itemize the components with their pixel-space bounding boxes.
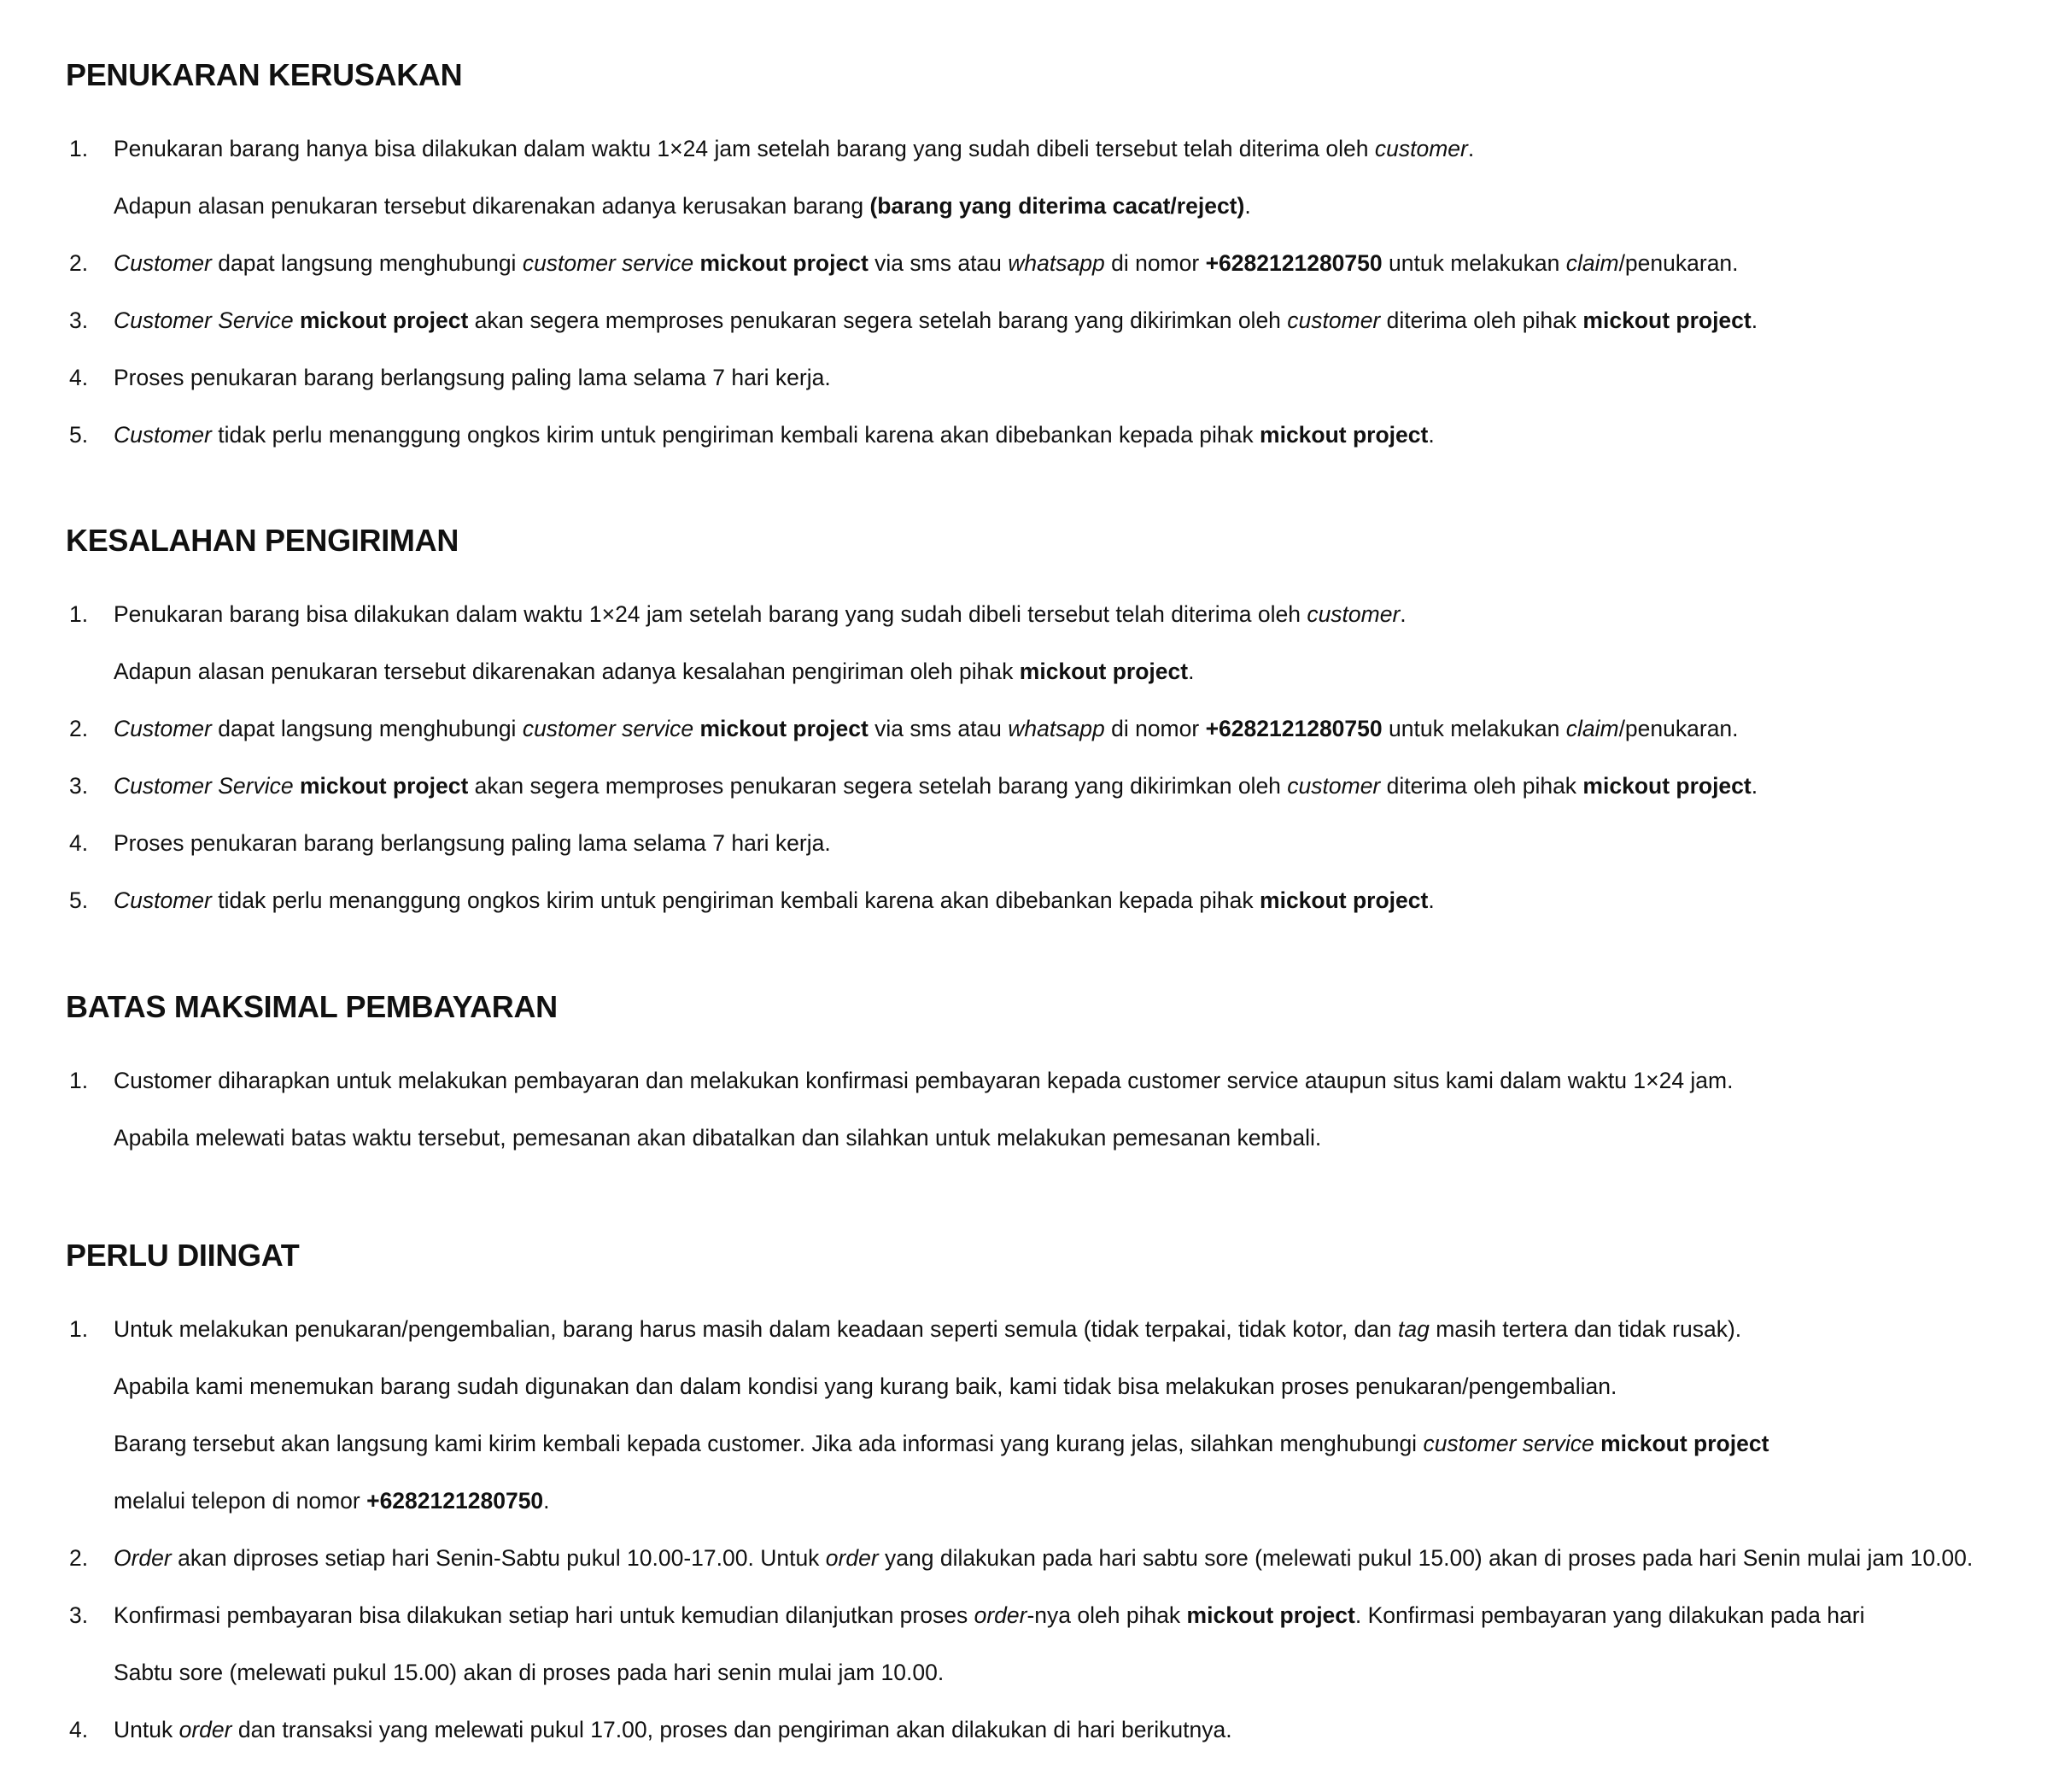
- text-run: akan diproses setiap hari Senin-Sabtu pukul 10.00-17.00. Untuk: [171, 1545, 826, 1571]
- italic-text: whatsapp: [1008, 250, 1105, 276]
- text-line: [114, 407, 2030, 464]
- text-run: diterima oleh pihak: [1380, 307, 1583, 333]
- bold-text: mickout project: [699, 716, 869, 741]
- italic-text: Customer: [114, 716, 212, 741]
- list-item: [66, 349, 2030, 407]
- list-item-text: [114, 700, 2030, 758]
- bold-text: mickout project: [299, 307, 469, 333]
- text-run: .: [1400, 601, 1407, 627]
- text-line: [114, 700, 2030, 758]
- list-item-number: 4.: [69, 365, 89, 390]
- list-item-text: [114, 292, 2030, 349]
- italic-text: claim: [1565, 716, 1619, 741]
- list-item-number: 1.: [69, 1068, 89, 1093]
- italic-text: Customer: [114, 887, 212, 913]
- text-run: tidak perlu menanggung ongkos kirim untuk pengiriman kembali karena akan dibebankan kepada pihak: [211, 422, 1260, 448]
- list-item: [66, 758, 2030, 815]
- italic-text: order: [178, 1717, 232, 1742]
- italic-text: customer: [1307, 601, 1401, 627]
- text-run: di nomor: [1104, 250, 1206, 276]
- text-run: .: [1751, 307, 1758, 333]
- text-run: . Konfirmasi pembayaran yang dilakukan pada hari: [1354, 1602, 1865, 1628]
- italic-text: Order: [114, 1545, 172, 1571]
- list-item-number: 4.: [69, 830, 89, 856]
- text-run: Sabtu sore (melewati pukul 15.00) akan di proses pada hari senin mulai jam 10.00.: [114, 1660, 945, 1685]
- list-item-text: [114, 872, 2030, 929]
- text-run: Adapun alasan penukaran tersebut dikarenakan adanya kesalahan pengiriman oleh pihak: [114, 659, 1020, 684]
- text-line: [114, 758, 2030, 815]
- text-run: Proses penukaran barang berlangsung paling lama selama 7 hari kerja.: [114, 365, 831, 390]
- bold-text: mickout project: [1019, 659, 1189, 684]
- section-kesalahan-pengiriman: [66, 524, 2030, 929]
- bold-text: mickout project: [699, 250, 869, 276]
- list-item: [66, 586, 2030, 700]
- list-item: [66, 292, 2030, 349]
- list-item-number: 2.: [69, 716, 89, 741]
- text-run: masih tertera dan tidak rusak).: [1429, 1316, 1742, 1342]
- text-line: [114, 1473, 2030, 1530]
- bold-text: mickout project: [1582, 307, 1752, 333]
- italic-text: Customer: [114, 422, 212, 448]
- list-item-number: 5.: [69, 887, 89, 913]
- text-line: [114, 120, 2030, 178]
- italic-text: Customer: [114, 250, 212, 276]
- section-title: PENUKARAN KERUSAKAN: [66, 57, 463, 92]
- italic-text: tag: [1398, 1316, 1430, 1342]
- list-item: [66, 1052, 2030, 1167]
- text-run: Untuk: [114, 1717, 179, 1742]
- list-item: [66, 872, 2030, 929]
- item-list: [66, 1301, 2030, 1759]
- text-line: [114, 1052, 2030, 1110]
- text-line: [114, 1358, 2030, 1415]
- text-run: via sms atau: [868, 250, 1009, 276]
- list-item-text: [114, 758, 2030, 815]
- list-item-number: 2.: [69, 1545, 89, 1571]
- section-title: PERLU DIINGAT: [66, 1238, 300, 1273]
- text-line: [114, 872, 2030, 929]
- text-run: melalui telepon di nomor: [114, 1488, 367, 1514]
- text-line: [114, 178, 2030, 235]
- item-list: [66, 120, 2030, 464]
- text-line: [114, 815, 2030, 872]
- section-penukaran-kerusakan: [66, 58, 2030, 464]
- bold-text: +6282121280750: [366, 1488, 544, 1514]
- text-line: [114, 1587, 2030, 1644]
- text-run: Penukaran barang hanya bisa dilakukan dalam waktu 1×24 jam setelah barang yang sudah dibeli tersebut telah diterima oleh: [114, 136, 1375, 161]
- list-item: [66, 1530, 2030, 1587]
- text-run: Proses penukaran barang berlangsung paling lama selama 7 hari kerja.: [114, 830, 831, 856]
- text-line: [114, 349, 2030, 407]
- section-title: KESALAHAN PENGIRIMAN: [66, 523, 459, 558]
- text-run: [294, 773, 300, 799]
- text-line: [114, 586, 2030, 643]
- italic-text: claim: [1565, 250, 1619, 276]
- list-item-text: [114, 120, 2030, 235]
- list-item: [66, 700, 2030, 758]
- text-run: Adapun alasan penukaran tersebut dikarenakan adanya kerusakan barang: [114, 193, 870, 219]
- text-run: .: [1751, 773, 1758, 799]
- item-list: [66, 1052, 2030, 1167]
- italic-text: order: [825, 1545, 879, 1571]
- text-run: /penukaran.: [1618, 716, 1739, 741]
- text-run: Barang tersebut akan langsung kami kirim kembali kepada customer. Jika ada informasi yang kurang jelas, silahkan menghubungi: [114, 1431, 1424, 1456]
- text-run: Apabila melewati batas waktu tersebut, pemesanan akan dibatalkan dan silahkan untuk melakukan pemesanan kembali.: [114, 1125, 1322, 1151]
- text-line: [114, 292, 2030, 349]
- text-line: [114, 1110, 2030, 1167]
- text-run: Customer diharapkan untuk melakukan pembayaran dan melakukan konfirmasi pembayaran kepada customer service ataupun situs kami dalam waktu 1×24 jam.: [114, 1068, 1734, 1093]
- bold-text: mickout project: [1260, 422, 1429, 448]
- bold-text: mickout project: [1600, 1431, 1769, 1456]
- text-run: via sms atau: [868, 716, 1009, 741]
- list-item-number: 3.: [69, 1602, 89, 1628]
- section-title: BATAS MAKSIMAL PEMBAYARAN: [66, 989, 558, 1024]
- bold-text: mickout project: [299, 773, 469, 799]
- text-run: yang dilakukan pada hari sabtu sore (melewati pukul 15.00) akan di proses pada hari Senin mulai jam 10.00.: [878, 1545, 1974, 1571]
- list-item-text: [114, 235, 2030, 292]
- text-line: [114, 1701, 2030, 1759]
- text-run: /penukaran.: [1618, 250, 1739, 276]
- text-run: Konfirmasi pembayaran bisa dilakukan setiap hari untuk kemudian dilanjutkan proses: [114, 1602, 974, 1628]
- list-item-text: [114, 1301, 2030, 1530]
- bold-text: (barang yang diterima cacat/reject): [869, 193, 1245, 219]
- text-run: .: [1467, 136, 1475, 161]
- text-run: di nomor: [1104, 716, 1206, 741]
- list-item-number: 3.: [69, 773, 89, 799]
- text-run: Untuk melakukan penukaran/pengembalian, barang harus masih dalam keadaan seperti semula (tidak terpakai, tidak kotor, dan: [114, 1316, 1399, 1342]
- italic-text: customer: [1287, 307, 1381, 333]
- text-line: [114, 643, 2030, 700]
- text-run: dan transaksi yang melewati pukul 17.00, proses dan pengiriman akan dilakukan di hari berikutnya.: [231, 1717, 1232, 1742]
- text-line: [114, 235, 2030, 292]
- list-item-number: 1.: [69, 601, 89, 627]
- list-item-text: [114, 586, 2030, 700]
- italic-text: customer service: [522, 716, 694, 741]
- italic-text: whatsapp: [1008, 716, 1105, 741]
- list-item: [66, 407, 2030, 464]
- italic-text: customer: [1287, 773, 1381, 799]
- text-run: akan segera memproses penukaran segera setelah barang yang dikirimkan oleh: [468, 773, 1288, 799]
- list-item-number: 2.: [69, 250, 89, 276]
- item-list: [66, 586, 2030, 929]
- italic-text: order: [974, 1602, 1027, 1628]
- text-line: [114, 1644, 2030, 1701]
- list-item-text: [114, 1587, 2030, 1701]
- text-run: .: [1428, 887, 1435, 913]
- bold-text: +6282121280750: [1205, 250, 1383, 276]
- italic-text: customer: [1374, 136, 1468, 161]
- text-run: .: [1244, 193, 1251, 219]
- list-item-number: 1.: [69, 136, 89, 161]
- text-run: .: [543, 1488, 550, 1514]
- list-item: [66, 815, 2030, 872]
- text-run: -nya oleh pihak: [1026, 1602, 1187, 1628]
- italic-text: customer service: [1423, 1431, 1594, 1456]
- text-run: [1594, 1431, 1600, 1456]
- text-run: dapat langsung menghubungi: [211, 716, 523, 741]
- italic-text: Customer Service: [114, 307, 294, 333]
- list-item-text: [114, 815, 2030, 872]
- text-run: untuk melakukan: [1382, 716, 1566, 741]
- list-item: [66, 1587, 2030, 1701]
- list-item-text: [114, 1701, 2030, 1759]
- text-line: [114, 1530, 2030, 1587]
- text-line: [114, 1301, 2030, 1358]
- italic-text: customer service: [522, 250, 694, 276]
- text-run: akan segera memproses penukaran segera setelah barang yang dikirimkan oleh: [468, 307, 1288, 333]
- list-item: [66, 235, 2030, 292]
- list-item: [66, 1701, 2030, 1759]
- list-item: [66, 120, 2030, 235]
- list-item-text: [114, 1052, 2030, 1167]
- text-run: [294, 307, 300, 333]
- section-perlu-diingat: [66, 1239, 2030, 1759]
- text-run: diterima oleh pihak: [1380, 773, 1583, 799]
- list-item: [66, 1301, 2030, 1530]
- list-item-text: [114, 407, 2030, 464]
- text-run: dapat langsung menghubungi: [211, 250, 523, 276]
- bold-text: mickout project: [1260, 887, 1429, 913]
- text-run: .: [1188, 659, 1195, 684]
- list-item-number: 4.: [69, 1717, 89, 1742]
- list-item-number: 1.: [69, 1316, 89, 1342]
- list-item-text: [114, 349, 2030, 407]
- text-run: Apabila kami menemukan barang sudah digunakan dan dalam kondisi yang kurang baik, kami tidak bisa melakukan proses penukaran/pengembalian.: [114, 1373, 1617, 1399]
- text-run: .: [1428, 422, 1435, 448]
- bold-text: +6282121280750: [1205, 716, 1383, 741]
- bold-text: mickout project: [1186, 1602, 1355, 1628]
- list-item-number: 5.: [69, 422, 89, 448]
- text-line: [114, 1415, 2030, 1473]
- text-run: untuk melakukan: [1382, 250, 1566, 276]
- section-batas-maksimal-pembayaran: [66, 990, 2030, 1167]
- list-item-text: [114, 1530, 2030, 1587]
- text-run: tidak perlu menanggung ongkos kirim untuk pengiriman kembali karena akan dibebankan kepada pihak: [211, 887, 1260, 913]
- bold-text: mickout project: [1582, 773, 1752, 799]
- list-item-number: 3.: [69, 307, 89, 333]
- italic-text: Customer Service: [114, 773, 294, 799]
- text-run: Penukaran barang bisa dilakukan dalam waktu 1×24 jam setelah barang yang sudah dibeli tersebut telah diterima oleh: [114, 601, 1307, 627]
